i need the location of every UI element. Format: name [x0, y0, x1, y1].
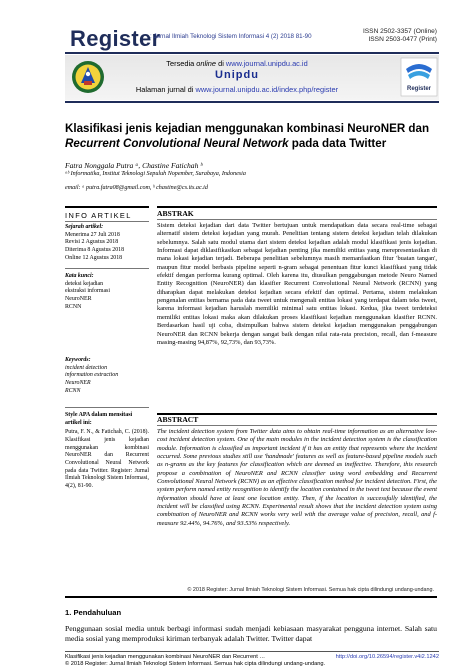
title-part-2: Recurrent Convolutional Neural Network [65, 137, 289, 151]
issn-print: ISSN 2503-0477 (Print) [368, 36, 437, 44]
abstract-head-rule [157, 425, 437, 426]
tersedia-di: di [218, 59, 224, 68]
abstrak-head-rule [157, 219, 437, 220]
banner-divider [65, 101, 439, 103]
keywords-block [65, 357, 149, 395]
title-part-3: pada data Twitter [288, 137, 387, 151]
keyword-item: information extraction [65, 372, 119, 379]
issn-block [363, 28, 437, 44]
history-received: Menerima 27 Juli 2018 [65, 231, 120, 238]
keywords-label: Keywords: [65, 357, 91, 363]
tersedia-online: online [196, 59, 217, 68]
keyword-item: incident detection [65, 364, 108, 371]
kata-kunci-item: ekstraksi informasi [65, 288, 110, 295]
history-accepted: Diterima 8 Agustus 2018 [65, 247, 125, 254]
keyword-item: NeuroNER [65, 380, 91, 387]
abstract-copyright: © 2018 Register: Jurnal Ilmiah Teknologi Sistem Informasi. Semua hak cipta dilindungi undang-undang. [187, 587, 434, 593]
article-title [65, 121, 435, 152]
cover-logo-text: Register [406, 86, 432, 92]
apa-label-line-2: artikel ini: [65, 419, 92, 426]
halaman-prefix: Halaman jurnal di [135, 85, 194, 94]
history-revised: Revisi 2 Agustus 2018 [65, 239, 119, 246]
kata-kunci-item: deteksi kejadian [65, 280, 104, 287]
apa-citation-text: Putra, F. N., & Fatichah, C. (2018). Klasifikasi jenis kejadian menggunakan kombinasi NeuroNER dan Recurrent Convolutional Neural Network pada data Twitter. Register: Jurnal Ilmiah Teknologi Sistem Informasi, 4(2), 81-90. [65, 429, 149, 490]
kata-kunci-item: RCNN [65, 303, 82, 310]
kata-kunci-block [65, 273, 149, 311]
email-values: ᵃ putra.fatra08@gmail.com, ᵇ chastine@cs.its.ac.id [82, 185, 208, 191]
section-heading-pendahuluan: 1. Pendahuluan [65, 608, 122, 617]
footer-copyright-line: © 2018 Register: Jurnal Ilmiah Teknologi Sistem Informasi. Semua hak cipta dilindungi undang-undang. [65, 661, 326, 668]
history-label: Sejarah artikel: [65, 224, 104, 230]
intro-paragraph: Penggunaan sosial media untuk berbagi informasi sudah menjadi kebiasaan masyarakat pengguna internet. Salah satu media sosial yang memproduksi kiriman terbanyak adalah Twitter. Twitter dapat [65, 624, 437, 644]
history-online: Online 12 Agustus 2018 [65, 254, 123, 261]
footer-doi-link[interactable]: http://doi.org/10.26594/register.v4i2.1242 [335, 654, 439, 660]
info-top-rule [65, 206, 149, 208]
author-emails [65, 185, 208, 192]
journal-page-link[interactable]: www.journal.unipdu.ac.id/index.php/register [195, 85, 339, 94]
abstract-section [157, 415, 437, 528]
abstrak-heading: ABSTRAK [157, 209, 194, 218]
history-rule [65, 268, 149, 269]
kata-kunci-item: NeuroNER [65, 296, 92, 303]
author-list: Fatra Nonggala Putra ᵃ, Chastine Fatichah ᵇ [65, 161, 203, 170]
issn-online: ISSN 2502-3357 (Online) [362, 28, 437, 35]
info-head-rule [65, 221, 149, 222]
abstract-text: The incident detection system from Twitter data aims to obtain real-time information as an alternative low-cost incident detection system. One of the main modules in the incident detection system is the classification module. Information is classified as important incident if it has an entity that represents where the incident occurred. Some previous studies still use 'handmade' features as well as feature-based pipeline models such as n-grams as the key features for classification which are deemed as ineffective. Therefore, this research propose a combination of NeuroNER and RCNN classifier using word embedding and Recurrent Convolutional Neural Network (RCNN) as an effective classification method for incident detection. First, the system perform named entity recognition to identify the location contained in the tweet text because the event information should have at least one location entity. Then, if the location is successfully identified, the incident will be classified using RCNN. Experimental result shows that the incident detection system using combination of NeuroNER and RCNN works very well with the average value of precision, recall, and f-measure 92.44%, 94.76%, and 93.53% respectively. [157, 428, 437, 527]
apa-citation-block [65, 412, 149, 491]
footer-title-line: Klasifikasi jenis kejadian menggunakan kombinasi NeuroNER dan Recurrent … [65, 654, 266, 660]
keywords-rule [65, 407, 149, 408]
apa-label-line-1: Style APA dalam mensitasi [65, 412, 133, 418]
abstract-bottom-rule [65, 596, 437, 598]
abstrak-text: Sistem deteksi kejadian dari data Twitter bertujuan untuk mendapatkan data secara real-time sebagai alternatif sistem deteksi kejadian yang murah. Penelitian tentang sistem deteksi kejadian telah dilakukan sebelumnya. Salah satu modul utama dari sistem deteksi kejadian adalah modul klasifikasi jenis kejadian. Informasi dapat diklasifikasikan sebagai kejadian penting jika memiliki entitas yang merepresentasikan di mana lokasi kejadian terjadi. Beberapa penelitian sebelumnya masih memanfaatkan fitur 'buatan tangan', maupun fitur model berbasis pipeline seperti n-gram sebagai penentuan fitur kunci klasifikasi yang tidak efektif dengan performa kurang optimal. Oleh karena itu, diusulkan penggabungan metode Neuro Named Entity Recognition (NeuroNER) dan klasifier Recurrent Convolutional Neural Network (RCNN) yang diharapkan dapat melakukan deteksi kejadian secara efektif dan optimal. Pertama, sistem melakukan pengenalan entitas bernama pada data tweet untuk mengenali entitas lokasi yang terdapat dalam teks tweet, karena informasi kejadian haruslah memiliki minimal satu entitas lokasi. Kedua, jika tweet terdeteksi memiliki entitas lokasi maka akan dilakukan proses klasifikasi kejadian menggunakan klasifier RCNN. Berdasarkan hasil uji coba, disimpulkan bahwa sistem deteksi kejadian menggunakan penggabungan NeuroNER dan RCNN bekerja dengan sangat baik dengan nilai rata-rata precision, recall, dan f-measure masing-masing 94,87%, 92,73%, dan 93,73%. [157, 222, 437, 346]
header-divider [65, 52, 439, 54]
email-label: email: [65, 185, 81, 191]
keyword-item: RCNN [65, 387, 81, 394]
journal-cover-logo [400, 57, 438, 97]
tersedia-prefix: Tersedia [166, 59, 195, 68]
footer-divider [65, 651, 439, 652]
footer-running-title [65, 654, 325, 669]
article-history [65, 224, 149, 262]
abstract-heading: ABSTRACT [157, 415, 199, 424]
publisher-name: Unipdu [215, 69, 259, 81]
abstrak-section [157, 207, 437, 347]
author-affiliation: ᵃᵇ Informatika, Institut Teknologi Sepuluh Nopember, Surabaya, Indonesia [65, 171, 246, 177]
journal-logo: Register [70, 26, 161, 51]
title-part-1: Klasifikasi jenis kejadian menggunakan kombinasi NeuroNER dan [65, 122, 430, 135]
journal-citation-line: : Jurnal Ilmiah Teknologi Sistem Informasi 4 (2) 2018 81-90 [150, 33, 312, 40]
kata-kunci-label: Kata kunci: [65, 273, 94, 279]
info-artikel-heading: INFO ARTIKEL [65, 211, 132, 220]
journal-site-link[interactable]: www.journal.unipdu.ac.id [225, 59, 308, 68]
